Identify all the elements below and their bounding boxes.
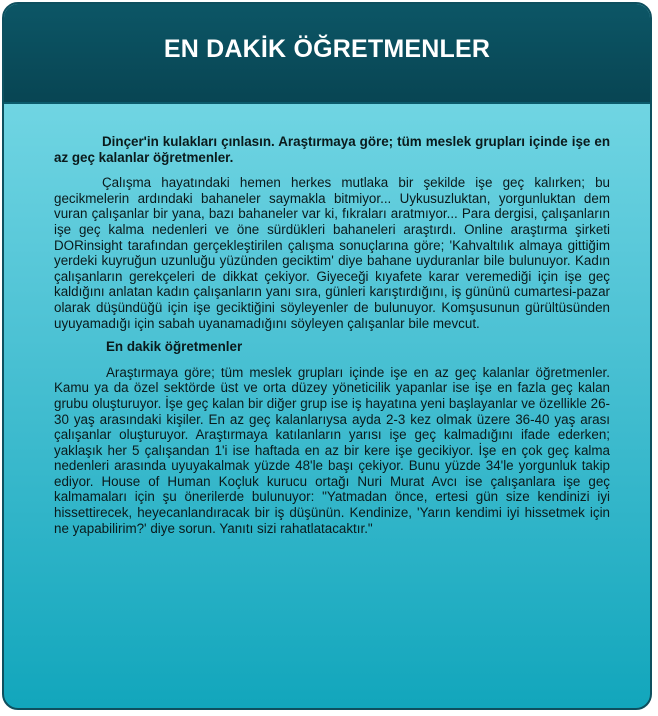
article-body xyxy=(4,104,650,536)
page-title: EN DAKİK ÖĞRETMENLER xyxy=(163,34,491,63)
article-lead: Dinçer'in kulakları çınlasın. Araştırmaya göre; tüm meslek grupları içinde işe en az geç kalanlar öğretmenler. xyxy=(54,134,610,165)
article-card xyxy=(2,2,652,710)
article-paragraph-1: Çalışma hayatındaki hemen herkes mutlaka bir şekilde işe geç kalırken; bu gecikmelerin ardındaki bahaneler saymakla bitmiyor... Uykusuzluktan, yorgunluktan dem vuran çalışanlar bir yana, bazı bahaneler var ki, fıkraları aratmıyor... Para dergisi, çalışanların işe geç kalma nedenleri ve öne sürdükleri bahaneleri araştırdı. Online araştırma şirketi DORinsight tarafından gerçekleştirilen çalışma sonuçlarına göre; 'Kahvaltılık almaya gittiğim yerdeki kuyruğun uzunluğu yüzünden geciktim' diye bahane uyduranlar bile bulunuyor. Kadın çalışanların gerekçeleri de dikkat çekiyor. Giyeceği kıyafete karar veremediği için işe geç kaldığını anlatan kadın çalışanların yanı sıra, günleri karıştırdığını, iş gününü cumartesi-pazar olarak düşündüğü için işe geciktiğini söyleyenler de bulunuyor. Komşusunun gürültüsünden uyuyamadığı için sabah uyanamadığını söyleyen çalışanlar bile mevcut. xyxy=(54,175,610,331)
article-paragraph-2: Araştırmaya göre; tüm meslek grupları içinde işe en az geç kalanlar öğretmenler. Kamu ya da özel sektörde üst ve orta düzey yöneticilik yapanlar ise işe en fazla geç kalan grubu oluşturuyor. İşe geç kalan bir diğer grup ise iş hayatına yeni başlayanlar ve özellikle 26-30 yaş arasındaki kişiler. En az geç kalanlarıysa ayda 2-3 kez olmak üzere 36-40 yaş arası çalışanlar oluşturuyor. Araştırmaya katılanların yarısı işe geç kalmadığını ifade ederken; yaklaşık her 5 çalışandan 1'i ise haftada en az bir kere işe gecikiyor. İşe en çok geç kalma nedenleri arasında uyuyakalmak yüzde 48'le başı çekiyor. Bunu yüzde 34'le yorgunluk takip ediyor. House of Human Koçluk kurucu ortağı Nuri Murat Avcı ise çalışanlara işe geç kalmamaları için şu önerilerde bulunuyor: "Yatmadan önce, ertesi gün size kendinizi iyi hissettirecek, heyecanlandıracak bir iş düşünün. Kendinize, 'Yarın kendimi iyi hissetmek için ne yapabilirim?' diye sorun. Yanıtı sizi rahatlatacaktır." xyxy=(54,364,610,536)
section-heading: En dakik öğretmenler xyxy=(106,339,243,355)
header-banner xyxy=(4,4,650,104)
